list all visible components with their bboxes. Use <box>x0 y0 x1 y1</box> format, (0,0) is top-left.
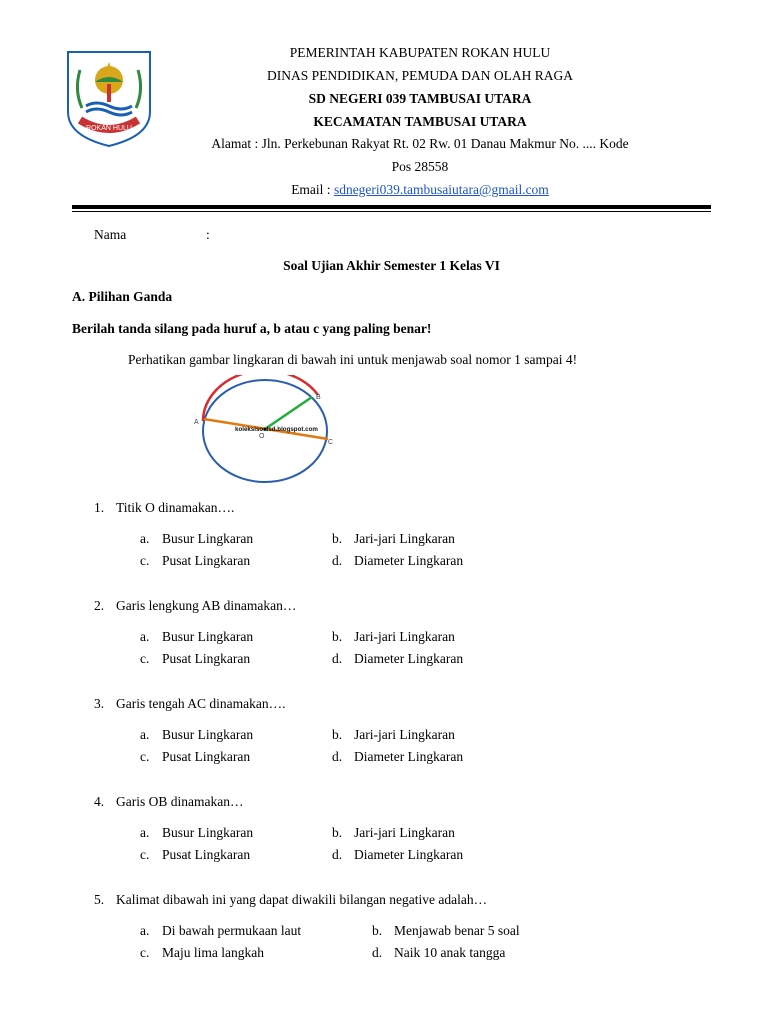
question-1-text: Titik O dinamakan…. <box>116 500 235 515</box>
question-5-option-b-letter[interactable]: b. <box>372 923 383 938</box>
circle-figure <box>190 375 340 487</box>
email-link[interactable]: sdnegeri039.tambusaiutara@gmail.com <box>333 182 549 197</box>
question-4-option-c[interactable]: Pusat Lingkaran <box>162 847 251 862</box>
question-4-option-d-letter[interactable]: d. <box>332 847 343 862</box>
header-government: PEMERINTAH KABUPATEN ROKAN HULU <box>289 45 551 60</box>
question-3-option-b[interactable]: Jari-jari Lingkaran <box>354 727 455 742</box>
instruction: Berilah tanda silang pada huruf a, b atau c yang paling benar! <box>72 321 432 336</box>
question-3-option-b-letter[interactable]: b. <box>332 727 343 742</box>
header-school-name: SD NEGERI 039 TAMBUSAI UTARA <box>308 91 532 106</box>
question-5-option-d[interactable]: Naik 10 anak tangga <box>394 945 506 960</box>
question-4-number: 4. <box>94 794 105 809</box>
radius-ob <box>265 397 312 429</box>
question-3-option-c-letter[interactable]: c. <box>140 749 150 764</box>
question-5-text: Kalimat dibawah ini yang dapat diwakili bilangan negative adalah… <box>116 892 488 907</box>
question-4-text: Garis OB dinamakan… <box>116 794 244 809</box>
question-1-option-a-letter[interactable]: a. <box>140 531 150 546</box>
header-address: Alamat : Jln. Perkebunan Rakyat Rt. 02 Rw. 01 Danau Makmur No. .... Kode <box>211 136 629 151</box>
question-4-option-d[interactable]: Diameter Lingkaran <box>354 847 464 862</box>
question-4-option-a[interactable]: Busur Lingkaran <box>162 825 254 840</box>
question-1-option-c[interactable]: Pusat Lingkaran <box>162 553 251 568</box>
question-1-option-d-letter[interactable]: d. <box>332 553 343 568</box>
question-3-option-c[interactable]: Pusat Lingkaran <box>162 749 251 764</box>
point-a-label: A <box>194 419 199 426</box>
question-1-option-b-letter[interactable]: b. <box>332 531 343 546</box>
question-3-option-a[interactable]: Busur Lingkaran <box>162 727 254 742</box>
figure-watermark: koleksisoalsd.blogspot.com <box>235 426 318 433</box>
question-5-option-d-letter[interactable]: d. <box>372 945 383 960</box>
header-rule-thick <box>72 205 711 209</box>
header-department: DINAS PENDIDIKAN, PEMUDA DAN OLAH RAGA <box>267 68 573 83</box>
question-2-option-c-letter[interactable]: c. <box>140 651 150 666</box>
question-3-option-a-letter[interactable]: a. <box>140 727 150 742</box>
question-3-text: Garis tengah AC dinamakan…. <box>116 696 286 711</box>
question-5-option-b[interactable]: Menjawab benar 5 soal <box>394 923 520 938</box>
email-label: Email : <box>291 182 334 197</box>
rokan-hulu-logo <box>66 50 152 148</box>
question-5-option-a-letter[interactable]: a. <box>140 923 150 938</box>
question-5-number: 5. <box>94 892 105 907</box>
question-3-option-d[interactable]: Diameter Lingkaran <box>354 749 464 764</box>
question-2-option-c[interactable]: Pusat Lingkaran <box>162 651 251 666</box>
name-colon: : <box>206 227 210 242</box>
point-b-label: B <box>316 394 321 401</box>
figure-intro: Perhatikan gambar lingkaran di bawah ini untuk menjawab soal nomor 1 sampai 4! <box>128 352 578 367</box>
header-postcode: Pos 28558 <box>391 159 449 174</box>
name-label: Nama <box>94 227 127 242</box>
question-1-number: 1. <box>94 500 105 515</box>
question-2-option-d-letter[interactable]: d. <box>332 651 343 666</box>
question-2-option-b[interactable]: Jari-jari Lingkaran <box>354 629 455 644</box>
question-5-option-c[interactable]: Maju lima langkah <box>162 945 264 960</box>
question-4-option-c-letter[interactable]: c. <box>140 847 150 862</box>
arc-ab <box>203 375 318 421</box>
question-5-option-a[interactable]: Di bawah permukaan laut <box>162 923 302 938</box>
question-2-option-a[interactable]: Busur Lingkaran <box>162 629 254 644</box>
header-rule-thin <box>72 211 711 212</box>
question-3-number: 3. <box>94 696 105 711</box>
question-4-option-a-letter[interactable]: a. <box>140 825 150 840</box>
question-1-option-a[interactable]: Busur Lingkaran <box>162 531 254 546</box>
logo-text: ROKAN HULU <box>86 125 132 132</box>
question-1-option-c-letter[interactable]: c. <box>140 553 150 568</box>
question-1-option-d[interactable]: Diameter Lingkaran <box>354 553 464 568</box>
question-2-option-b-letter[interactable]: b. <box>332 629 343 644</box>
question-3-option-d-letter[interactable]: d. <box>332 749 343 764</box>
question-5-option-c-letter[interactable]: c. <box>140 945 150 960</box>
question-2-option-a-letter[interactable]: a. <box>140 629 150 644</box>
question-2-number: 2. <box>94 598 105 613</box>
question-2-option-d[interactable]: Diameter Lingkaran <box>354 651 464 666</box>
question-4-option-b[interactable]: Jari-jari Lingkaran <box>354 825 455 840</box>
header-district: KECAMATAN TAMBUSAI UTARA <box>313 114 527 129</box>
header-email-line <box>160 182 680 198</box>
exam-title: Soal Ujian Akhir Semester 1 Kelas VI <box>283 258 500 273</box>
question-2-text: Garis lengkung AB dinamakan… <box>116 598 297 613</box>
question-4-option-b-letter[interactable]: b. <box>332 825 343 840</box>
point-o-label: O <box>259 433 265 440</box>
question-1-option-b[interactable]: Jari-jari Lingkaran <box>354 531 455 546</box>
point-c-label: C <box>328 439 334 446</box>
section-label: A. Pilihan Ganda <box>72 289 173 304</box>
